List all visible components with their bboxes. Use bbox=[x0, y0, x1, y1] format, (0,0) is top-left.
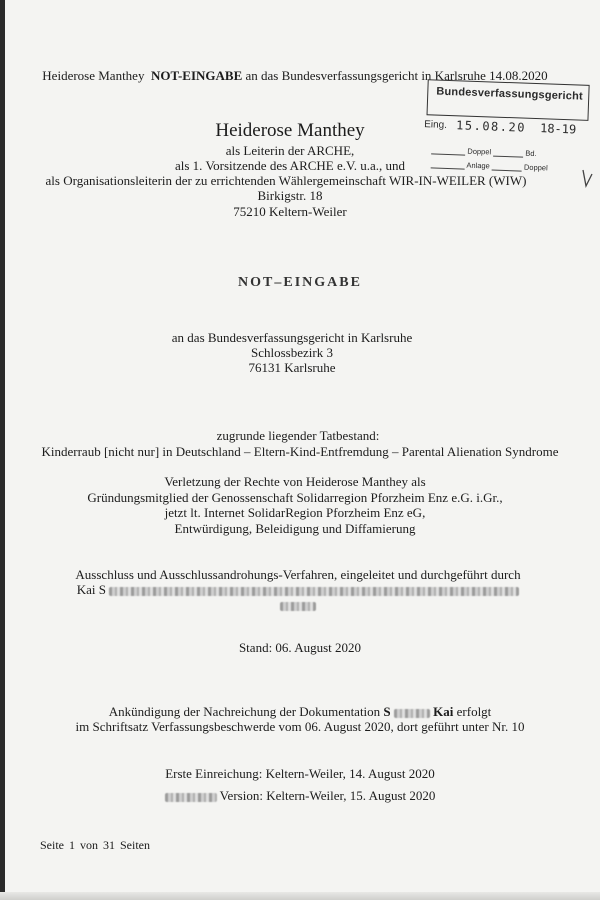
header-doc-type: NOT-EINGABE bbox=[150, 68, 243, 83]
version-text: Version: Keltern-Weiler, 15. August 2020 bbox=[216, 788, 436, 803]
stamp-doppel-label: Doppel bbox=[467, 146, 492, 157]
recipient-line-2: Schlossbezirk 3 bbox=[251, 345, 333, 360]
violation-line-3: jetzt lt. Internet SolidarRegion Pforzheim Enz eG, bbox=[164, 505, 426, 520]
redacted-text bbox=[394, 709, 430, 718]
exclusion-line-2 bbox=[0, 582, 598, 597]
sender-street: Birkigstr. 18 bbox=[257, 188, 323, 203]
stamp-bd-label: Bd. bbox=[525, 148, 537, 159]
recipient-line-1: an das Bundesverfassungsgericht in Karlsruhe bbox=[171, 330, 413, 345]
page-counter: Seite 1 von 31 Seiten bbox=[40, 838, 150, 852]
announcement-name-given: Kai bbox=[433, 704, 454, 719]
exclusion-line-1: Ausschluss und Ausschlussandrohungs-Verfahren, eingeleitet und durchgeführt durch bbox=[75, 567, 521, 582]
sender-city: 75210 Keltern-Weiler bbox=[233, 204, 347, 219]
recipient-line-3: 76131 Karlsruhe bbox=[248, 360, 336, 375]
stamp-title: Bundesverfassungsgericht bbox=[436, 85, 584, 103]
announcement-line-1 bbox=[0, 704, 600, 719]
announcement-line-2: im Schriftsatz Verfassungsbeschwerde vom 06. August 2020, dort geführt unter Nr. 10 bbox=[75, 719, 525, 734]
facts-text: Kinderraub [nicht nur] in Deutschland – Eltern-Kind-Entfremdung – Parental Alienation Syndrome bbox=[41, 444, 559, 459]
header-line bbox=[0, 68, 590, 83]
redacted-text bbox=[165, 793, 217, 802]
stamp-title-box bbox=[427, 79, 590, 121]
facts-label: zugrunde liegender Tatbestand: bbox=[216, 428, 380, 443]
violation-line-4: Entwürdigung, Beleidigung und Diffamierung bbox=[174, 521, 416, 536]
scan-edge-bottom bbox=[0, 892, 600, 900]
first-submission: Erste Einreichung: Keltern-Weiler, 14. August 2020 bbox=[165, 766, 435, 781]
stamp-anlage-label: Anlage bbox=[466, 160, 490, 171]
redacted-text bbox=[280, 602, 316, 611]
sender-role-2: als 1. Vorsitzende des ARCHE e.V. u.a., und bbox=[174, 158, 405, 173]
header-author: Heiderose Manthey bbox=[42, 68, 145, 83]
violation-line-1: Verletzung der Rechte von Heiderose Manthey als bbox=[164, 474, 426, 489]
sender-role-1: als Leiterin der ARCHE, bbox=[225, 143, 355, 158]
stand-date: Stand: 06. August 2020 bbox=[238, 640, 362, 655]
stamp-time: 18-19 bbox=[539, 121, 577, 137]
announcement-suffix: erfolgt bbox=[453, 704, 492, 719]
stamp-doppel2-label: Doppel bbox=[523, 162, 548, 173]
sender-role-3: als Organisationsleiterin der zu errichtenden Wählergemeinschaft WIR-IN-WEILER (WIW) bbox=[45, 173, 527, 188]
document-title: NOT–EINGABE bbox=[238, 275, 362, 290]
stamp-date: 15.08.20 bbox=[455, 118, 527, 135]
exclusion-name-prefix: Kai S bbox=[76, 582, 106, 597]
sender-name: Heiderose Manthey bbox=[215, 120, 365, 141]
stamp-eing-label: Eing. bbox=[423, 119, 448, 131]
violation-line-2: Gründungsmitglied der Genossenschaft Solidarregion Pforzheim Enz e.G. i.Gr., bbox=[87, 490, 503, 505]
redacted-text bbox=[109, 587, 519, 596]
version-line bbox=[0, 788, 600, 803]
announcement-name-initial: S bbox=[383, 704, 391, 719]
header-rest: an das Bundesverfassungsgericht in Karlsruhe 14.08.2020 bbox=[245, 68, 548, 83]
announcement-prefix: Ankündigung der Nachreichung der Dokumentation bbox=[108, 704, 384, 719]
exclusion-line-3 bbox=[0, 597, 598, 612]
